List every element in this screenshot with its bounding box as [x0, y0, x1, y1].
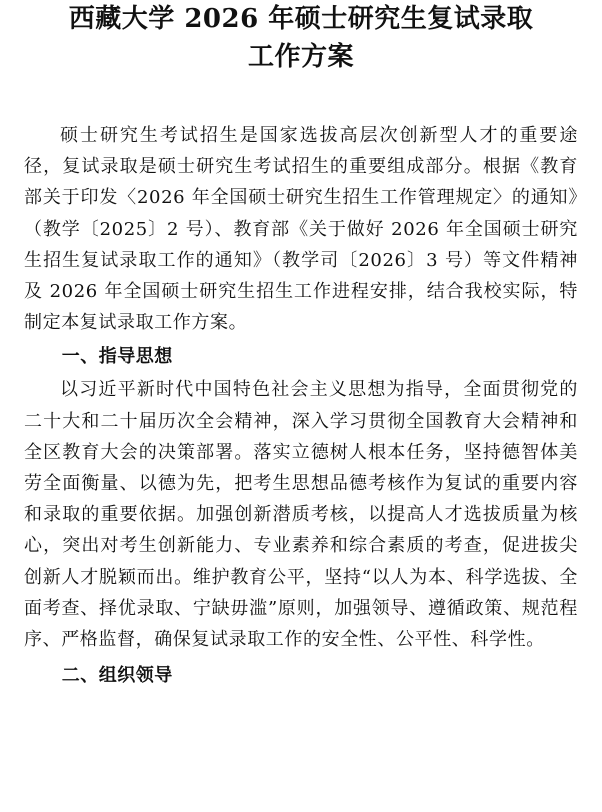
- document-title-line-2: 工作方案: [247, 42, 354, 72]
- document-title: [24, 0, 578, 76]
- intro-paragraph: 硕士研究生考试招生是国家选拔高层次创新型人才的重要途径，复试录取是硕士研究生考试招生的重要组成部分。根据《教育部关于印发〈2026 年全国硕士研究生招生工作管理规定〉的通知》（教学〔2025〕2 号）、教育部《关于做好 2026 年全国硕士研究生招生复试录取工作的通知》（教学司〔2026〕3 号）等文件精神及 2026 年全国硕士研究生招生工作进程安排，结合我校实际，特制定本复试录取工作方案。: [24, 125, 578, 334]
- section-heading-organization: 二、组织领导: [61, 665, 173, 687]
- section-heading-guiding-ideology: 一、指导思想: [61, 346, 173, 368]
- document-title-line-1: 西藏大学 2026 年硕士研究生复试录取: [68, 4, 534, 34]
- section-paragraph-guiding-ideology: 以习近平新时代中国特色社会主义思想为指导，全面贯彻党的二十大和二十届历次全会精神，深入学习贯彻全国教育大会精神和全区教育大会的决策部署。落实立德树人根本任务，坚持德智体美劳全面衡量、以德为先，把考生思想品德考核作为复试的重要内容和录取的重要依据。加强创新潜质考核，以提高人才选拔质量为核心，突出对考生创新能力、专业素养和综合素质的考查，促进拔尖创新人才脱颖而出。维护教育公平，坚持“以人为本、科学选拔、全面考查、择优录取、宁缺毋滥”原则，加强领导、遵循政策、规范程序、严格监督，确保复试录取工作的安全性、公平性、科学性。: [24, 379, 578, 651]
